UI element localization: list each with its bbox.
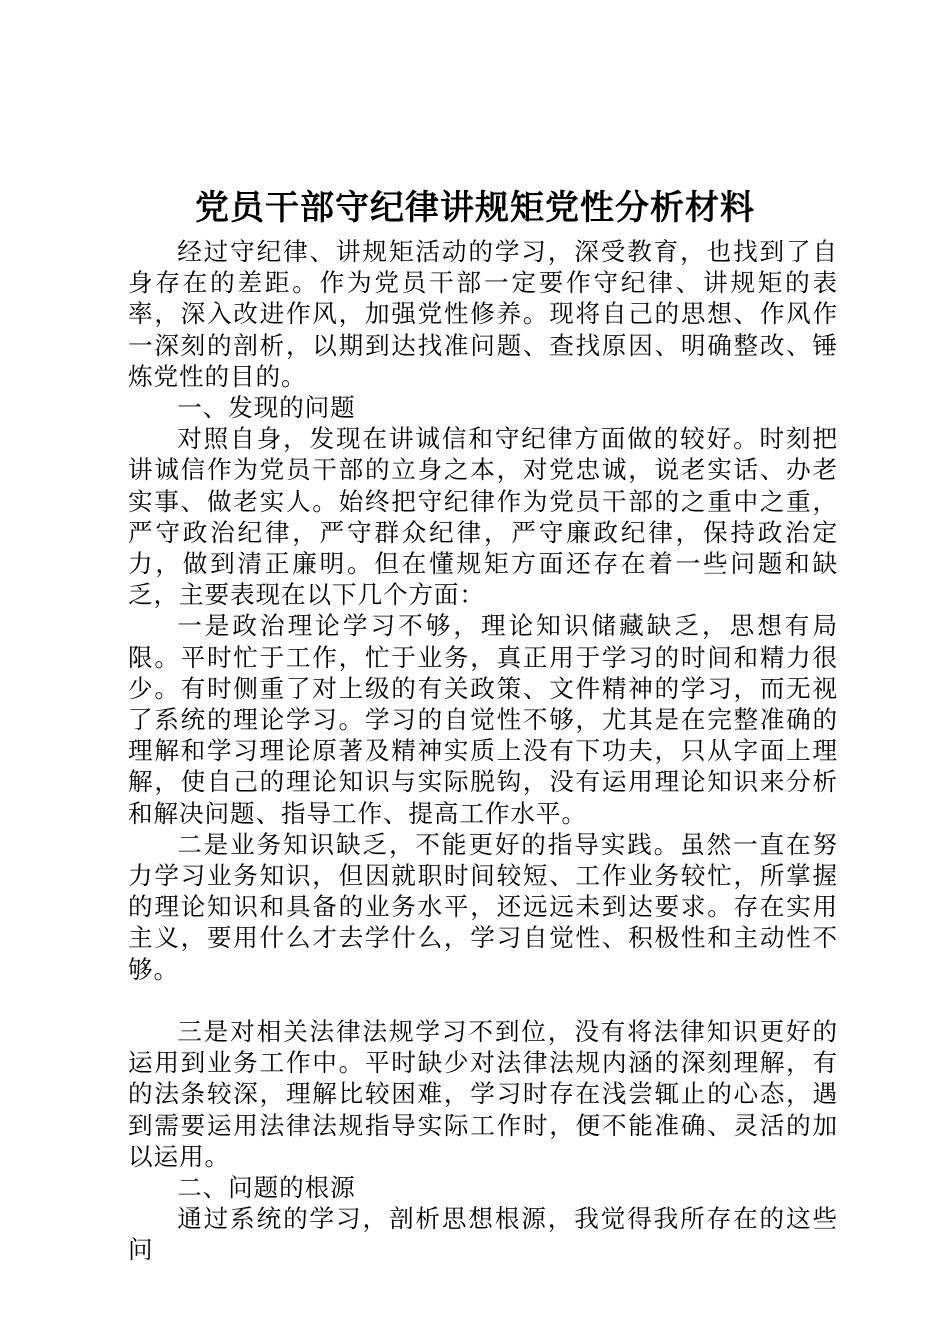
paragraph-issue-one: 一是政治理论学习不够，理论知识储藏缺乏，思想有局限。平时忙于工作，忙于业务，真正用于学习的时间和精力很少。有时侧重了对上级的有关政策、文件精神的学习，而无视了系统的理论学习。学习的自觉性不够，尤其是在完整准确的理解和学习理论原著及精神实质上没有下功夫，只从字面上理解，使自己的理论知识与实际脱钩，没有运用理论知识来分析和解决问题、指导工作、提高工作水平。 [128,611,838,828]
paragraph-root-causes: 通过系统的学习，剖析思想根源，我觉得我所存在的这些问 [128,1204,838,1265]
section-heading-problems: 一、发现的问题 [177,393,356,423]
paragraph-issue-three: 三是对相关法律法规学习不到位，没有将法律知识更好的运用到业务工作中。平时缺少对法律法规内涵的深刻理解，有的法条较深，理解比较困难，学习时存在浅尝辄止的心态，遇到需要运用法律法规指导实际工作时，便不能准确、灵活的加以运用。 [128,1017,838,1171]
document-title: 党员干部守纪律讲规矩党性分析材料 [195,188,755,228]
paragraph-issue-two: 二是业务知识缺乏，不能更好的指导实践。虽然一直在努力学习业务知识，但因就职时间较短、工作业务较忙，所掌握的理论知识和具备的业务水平，还远远未到达要求。存在实用主义，要用什么才去学什么，学习自觉性、积极性和主动性不够。 [128,829,838,984]
paragraph-intro: 经过守纪律、讲规矩活动的学习，深受教育，也找到了自身存在的差距。作为党员干部一定要作守纪律、讲规矩的表率，深入改进作风，加强党性修养。现将自己的思想、作风作一深刻的剖析，以期到达找准问题、查找原因、明确整改、锤炼党性的目的。 [128,237,838,391]
document-body [128,236,838,1266]
paragraph-self-review: 对照自身，发现在讲诚信和守纪律方面做的较好。时刻把讲诚信作为党员干部的立身之本，对党忠诚，说老实话、办老实事、做老实人。始终把守纪律作为党员干部的之重中之重，严守政治纪律，严守群众纪律，严守廉政纪律，保持政治定力，做到清正廉明。但在懂规矩方面还存在着一些问题和缺乏，主要表现在以下几个方面： [128,424,838,610]
section-heading-root-causes: 二、问题的根源 [177,1173,356,1203]
